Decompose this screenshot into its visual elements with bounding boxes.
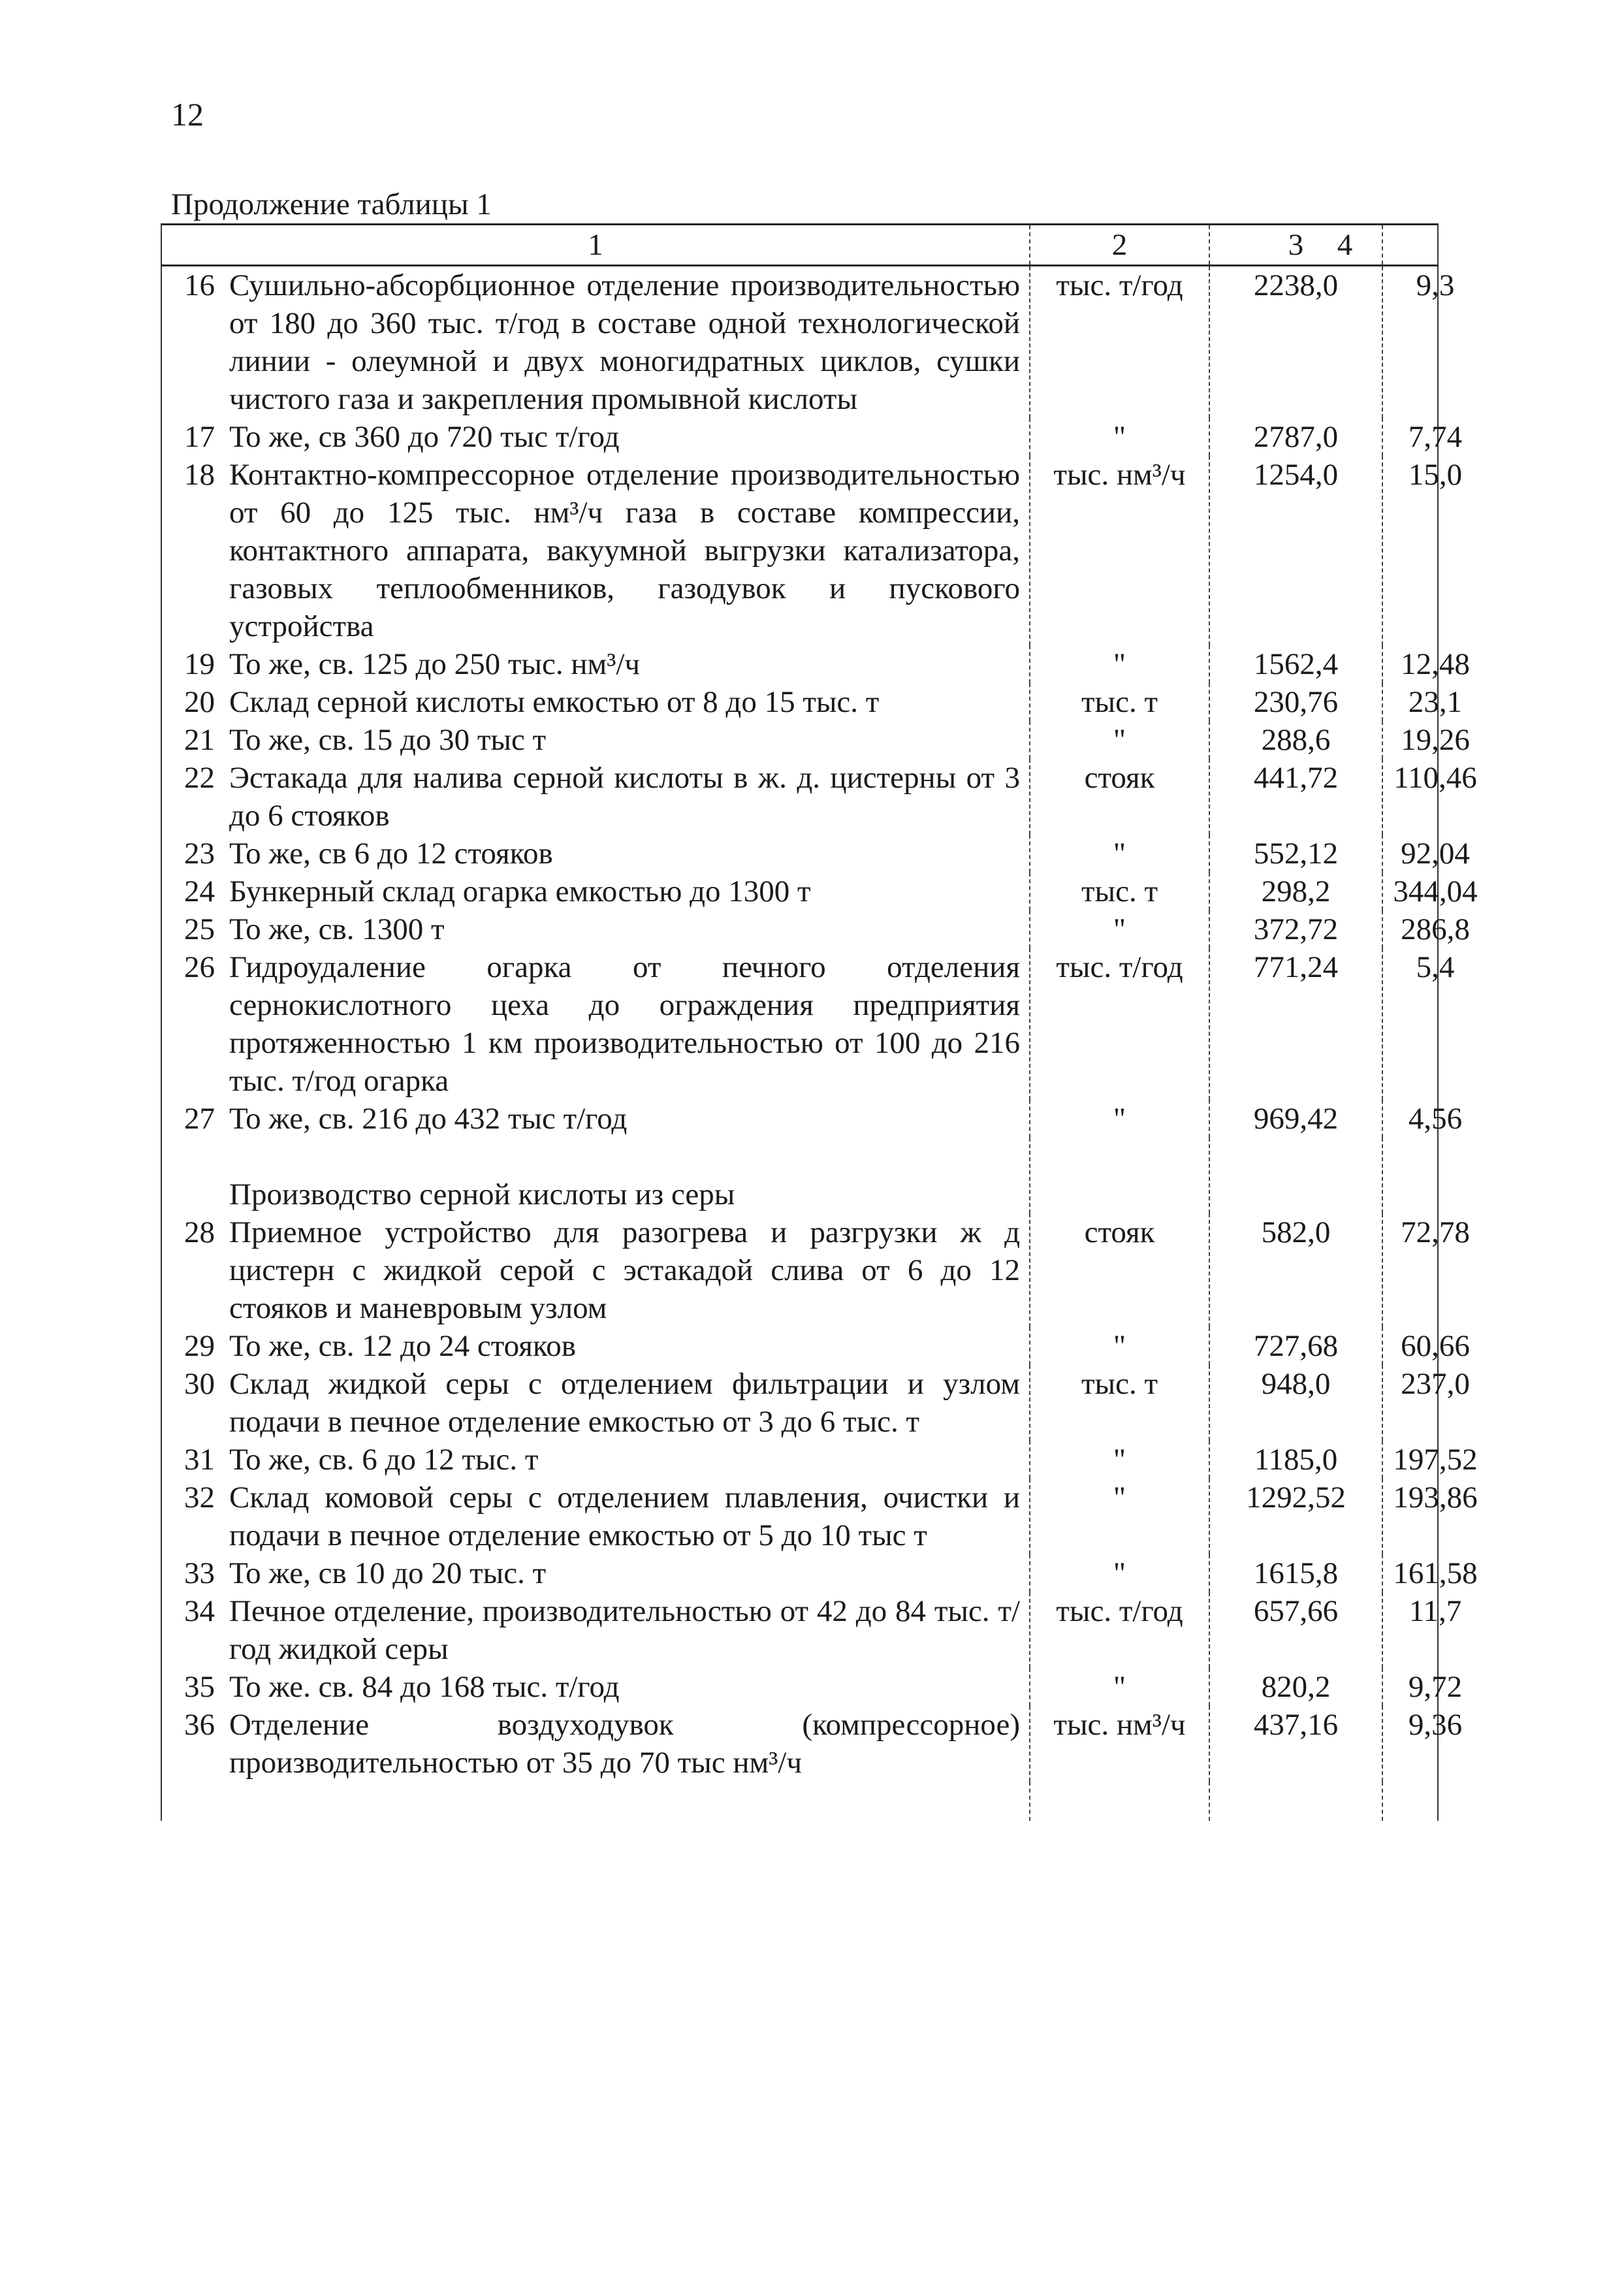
row-value-col3: 298,2 (1209, 873, 1382, 910)
row-number: 21 (161, 721, 229, 759)
row-number: 28 (161, 1213, 229, 1327)
header-col-2: 2 (1030, 225, 1209, 266)
row-unit: " (1030, 418, 1209, 456)
row-value-col3: 2238,0 (1209, 266, 1382, 419)
row-value-col4 (1382, 1327, 1470, 1365)
row-unit: стояк (1030, 759, 1209, 835)
row-value-col3: 2787,0 (1209, 418, 1382, 456)
table-header-row (161, 225, 1438, 266)
row-name: Отделение воздуходувок (компрессорное) производительностью от 35 до 70 тыс нм³/ч (229, 1708, 1020, 1780)
row-number: 24 (161, 873, 229, 910)
row-unit: " (1030, 1479, 1209, 1554)
table-row (161, 1441, 1438, 1479)
row-unit: " (1030, 910, 1209, 948)
row-value-col4 (1382, 1706, 1463, 1782)
row-number: 19 (161, 645, 229, 683)
row-value-col4-text: 11,7 (1409, 1594, 1462, 1628)
row-number: 30 (161, 1365, 229, 1441)
row-value-col3: 1562,4 (1209, 645, 1382, 683)
row-number: 35 (161, 1668, 229, 1706)
row-value-col4 (1382, 1554, 1478, 1592)
row-unit: тыс. т (1030, 1365, 1209, 1441)
row-number: 32 (161, 1479, 229, 1554)
row-value-col4-text: 12,48 (1401, 647, 1470, 681)
row-value-col4 (1382, 910, 1470, 948)
row-unit: " (1030, 1554, 1209, 1592)
row-name: Склад серной кислоты емкостью от 8 до 15 тыс. т (229, 685, 880, 719)
row-value-col4 (1382, 835, 1470, 873)
row-value-col3: 1254,0 (1209, 456, 1382, 645)
table-row (161, 948, 1438, 1100)
row-number: 34 (161, 1592, 229, 1668)
tail-empty-cell (1209, 1782, 1382, 1821)
row-number: 17 (161, 418, 229, 456)
row-value-col4-text: 286,8 (1401, 912, 1470, 946)
section-empty-cell (161, 1138, 229, 1213)
header-col-3: 3 (1209, 225, 1382, 266)
row-number: 29 (161, 1327, 229, 1365)
row-name: То же, св. 125 до 250 тыс. нм³/ч (229, 647, 641, 681)
row-value-col3: 230,76 (1209, 683, 1382, 721)
row-name: Бункерный склад огарка емкостью до 1300 т (229, 874, 811, 908)
tail-empty-cell (229, 1782, 1030, 1821)
row-value-col4 (1382, 418, 1463, 456)
row-number: 33 (161, 1554, 229, 1592)
row-value-col4-text: 19,26 (1401, 723, 1470, 757)
tail-empty-cell (161, 1782, 229, 1821)
table-row (161, 721, 1438, 759)
header-col-4-label: 4 (1337, 228, 1353, 262)
row-value-col4-text: 7,74 (1408, 420, 1463, 454)
row-value-col3: 969,42 (1209, 1100, 1382, 1138)
row-value-col4-text: 4,56 (1408, 1102, 1463, 1136)
row-value-col4-text: 110,46 (1393, 761, 1477, 795)
row-value-col3: 657,66 (1209, 1592, 1382, 1668)
row-value-col4-text: 15,0 (1408, 458, 1463, 492)
row-name: Печное отделение, производительностью от 42 до 84 тыс. т/год жидкой серы (229, 1594, 1020, 1666)
table-row (161, 266, 1438, 419)
row-value-col4 (1382, 873, 1478, 910)
row-value-col4-text: 344,04 (1393, 874, 1478, 908)
table-row (161, 1554, 1438, 1592)
row-unit: тыс. т (1030, 873, 1209, 910)
row-value-col3: 771,24 (1209, 948, 1382, 1100)
row-name: То же, св. 12 до 24 стояков (229, 1329, 576, 1363)
table-row (161, 1365, 1438, 1441)
table-row (161, 1668, 1438, 1706)
row-value-col3: 437,16 (1209, 1706, 1382, 1782)
table-body (161, 266, 1478, 1821)
table-row (161, 1100, 1438, 1138)
row-value-col4 (1382, 721, 1470, 759)
row-value-col3: 820,2 (1209, 1668, 1382, 1706)
table-row (161, 1213, 1438, 1327)
row-value-col4-text: 9,36 (1408, 1708, 1463, 1742)
section-title: Производство серной кислоты из серы (229, 1178, 735, 1211)
row-name: Сушильно-абсорбционное отделение производительностью от 180 до 360 тыс. т/год в составе одной технологической линии - олеумной и двух моногидратных циклов, сушки чистого газа и закрепления промывной кислоты (229, 268, 1020, 416)
row-name: То же, св. 6 до 12 тыс. т (229, 1443, 539, 1477)
row-value-col4-text: 9,3 (1416, 268, 1455, 302)
row-unit: " (1030, 1100, 1209, 1138)
row-value-col4 (1382, 759, 1477, 835)
page-number: 12 (171, 96, 204, 133)
row-value-col4-text: 193,86 (1393, 1481, 1478, 1515)
row-value-col4-text: 197,52 (1393, 1443, 1478, 1477)
row-name: Эстакада для налива серной кислоты в ж. д. цистерны от 3 до 6 стояков (229, 761, 1020, 833)
row-unit: " (1030, 721, 1209, 759)
table-row (161, 1479, 1438, 1554)
row-unit: тыс. т/год (1030, 1592, 1209, 1668)
row-unit: тыс. нм³/ч (1030, 1706, 1209, 1782)
row-number: 16 (161, 266, 229, 419)
row-name: То же, св. 1300 т (229, 912, 445, 946)
row-number: 25 (161, 910, 229, 948)
row-unit: " (1030, 1668, 1209, 1706)
tail-empty-cell (1030, 1782, 1209, 1821)
row-value-col3: 1615,8 (1209, 1554, 1382, 1592)
row-value-col3: 288,6 (1209, 721, 1382, 759)
row-value-col4 (1382, 266, 1455, 419)
row-value-col4 (1382, 1668, 1463, 1706)
row-value-col4 (1382, 1479, 1478, 1554)
row-value-col3: 372,72 (1209, 910, 1382, 948)
row-name: Склад комовой серы с отделением плавления, очистки и подачи в печное отделение емкостью от 5 до 10 тыс т (229, 1481, 1020, 1552)
row-name: Контактно-компрессорное отделение производительностью от 60 до 125 тыс. нм³/ч газа в составе компрессии, контактного аппарата, вакуумной выгрузки катализатора, газовых теплообменников, газодувок и пускового устройства (229, 458, 1020, 643)
table-row (161, 418, 1438, 456)
row-value-col3: 1185,0 (1209, 1441, 1382, 1479)
table-row (161, 910, 1438, 948)
section-empty-cell (1030, 1138, 1209, 1213)
data-table (161, 223, 1478, 1821)
row-value-col4-text: 72,78 (1401, 1215, 1470, 1249)
row-value-col4 (1382, 1100, 1463, 1138)
row-name: То же. св. 84 до 168 тыс. т/год (229, 1670, 620, 1704)
row-number: 22 (161, 759, 229, 835)
row-value-col4 (1382, 1365, 1470, 1441)
row-value-col3: 441,72 (1209, 759, 1382, 835)
row-name: То же, св. 216 до 432 тыс т/год (229, 1102, 628, 1136)
row-number: 20 (161, 683, 229, 721)
row-value-col4-text: 9,72 (1408, 1670, 1463, 1704)
table-tail-row (161, 1782, 1438, 1821)
row-value-col4 (1382, 456, 1463, 645)
row-value-col4 (1382, 1213, 1470, 1327)
row-value-col4 (1382, 683, 1463, 721)
row-value-col4-text: 237,0 (1401, 1367, 1470, 1401)
row-unit: тыс. т (1030, 683, 1209, 721)
row-name: Склад жидкой серы с отделением фильтрации и узлом подачи в печное отделение емкостью от 3 до 6 тыс. т (229, 1367, 1020, 1439)
table-row (161, 1327, 1438, 1365)
row-name: Гидроудаление огарка от печного отделения сернокислотного цеха до ограждения предприятия протяженностью 1 км производительностью от 100 до 216 тыс. т/год огарка (229, 950, 1020, 1098)
section-empty-cell (1382, 1138, 1438, 1213)
row-value-col4-text: 92,04 (1401, 837, 1470, 871)
row-unit: " (1030, 1327, 1209, 1365)
row-unit: тыс. нм³/ч (1030, 456, 1209, 645)
row-value-col4 (1382, 1441, 1478, 1479)
table-row (161, 1592, 1438, 1668)
header-col-1: 1 (161, 225, 1030, 266)
row-number: 18 (161, 456, 229, 645)
header-col-4 (1337, 225, 1438, 266)
row-number: 23 (161, 835, 229, 873)
table-row (161, 683, 1438, 721)
row-name: То же, св. 15 до 30 тыс т (229, 723, 547, 757)
row-value-col4-text: 161,58 (1393, 1556, 1478, 1590)
row-number: 31 (161, 1441, 229, 1479)
row-value-col4-text: 23,1 (1408, 685, 1463, 719)
row-value-col4 (1382, 948, 1455, 1100)
table-row (161, 759, 1438, 835)
row-unit: тыс. т/год (1030, 948, 1209, 1100)
table-row (161, 645, 1438, 683)
row-unit: " (1030, 835, 1209, 873)
table-row (161, 873, 1438, 910)
row-value-col4 (1382, 645, 1470, 683)
row-unit: " (1030, 1441, 1209, 1479)
tail-empty-cell (1382, 1782, 1438, 1821)
row-number: 26 (161, 948, 229, 1100)
row-value-col4 (1382, 1592, 1462, 1668)
row-number: 27 (161, 1100, 229, 1138)
row-value-col3: 1292,52 (1209, 1479, 1382, 1554)
section-empty-cell (1209, 1138, 1382, 1213)
row-value-col4-text: 5,4 (1416, 950, 1455, 984)
row-value-col4-text: 60,66 (1401, 1329, 1470, 1363)
table-caption: Продолжение таблицы 1 (171, 187, 492, 221)
row-value-col3: 582,0 (1209, 1213, 1382, 1327)
row-unit: тыс. т/год (1030, 266, 1209, 419)
row-number: 36 (161, 1706, 229, 1782)
row-name: То же, св 360 до 720 тыс т/год (229, 420, 620, 454)
table-row (161, 456, 1438, 645)
row-value-col3: 948,0 (1209, 1365, 1382, 1441)
section-row (161, 1138, 1438, 1213)
row-unit: " (1030, 645, 1209, 683)
row-name: То же, св 6 до 12 стояков (229, 837, 553, 871)
row-unit: стояк (1030, 1213, 1209, 1327)
row-value-col3: 727,68 (1209, 1327, 1382, 1365)
table-row (161, 835, 1438, 873)
row-name: Приемное устройство для разогрева и разгрузки ж д цистерн с жидкой серой с эстакадой слива от 6 до 12 стояков и маневровым узлом (229, 1215, 1020, 1325)
row-value-col3: 552,12 (1209, 835, 1382, 873)
table-row (161, 1706, 1438, 1782)
row-name: То же, св 10 до 20 тыс. т (229, 1556, 547, 1590)
